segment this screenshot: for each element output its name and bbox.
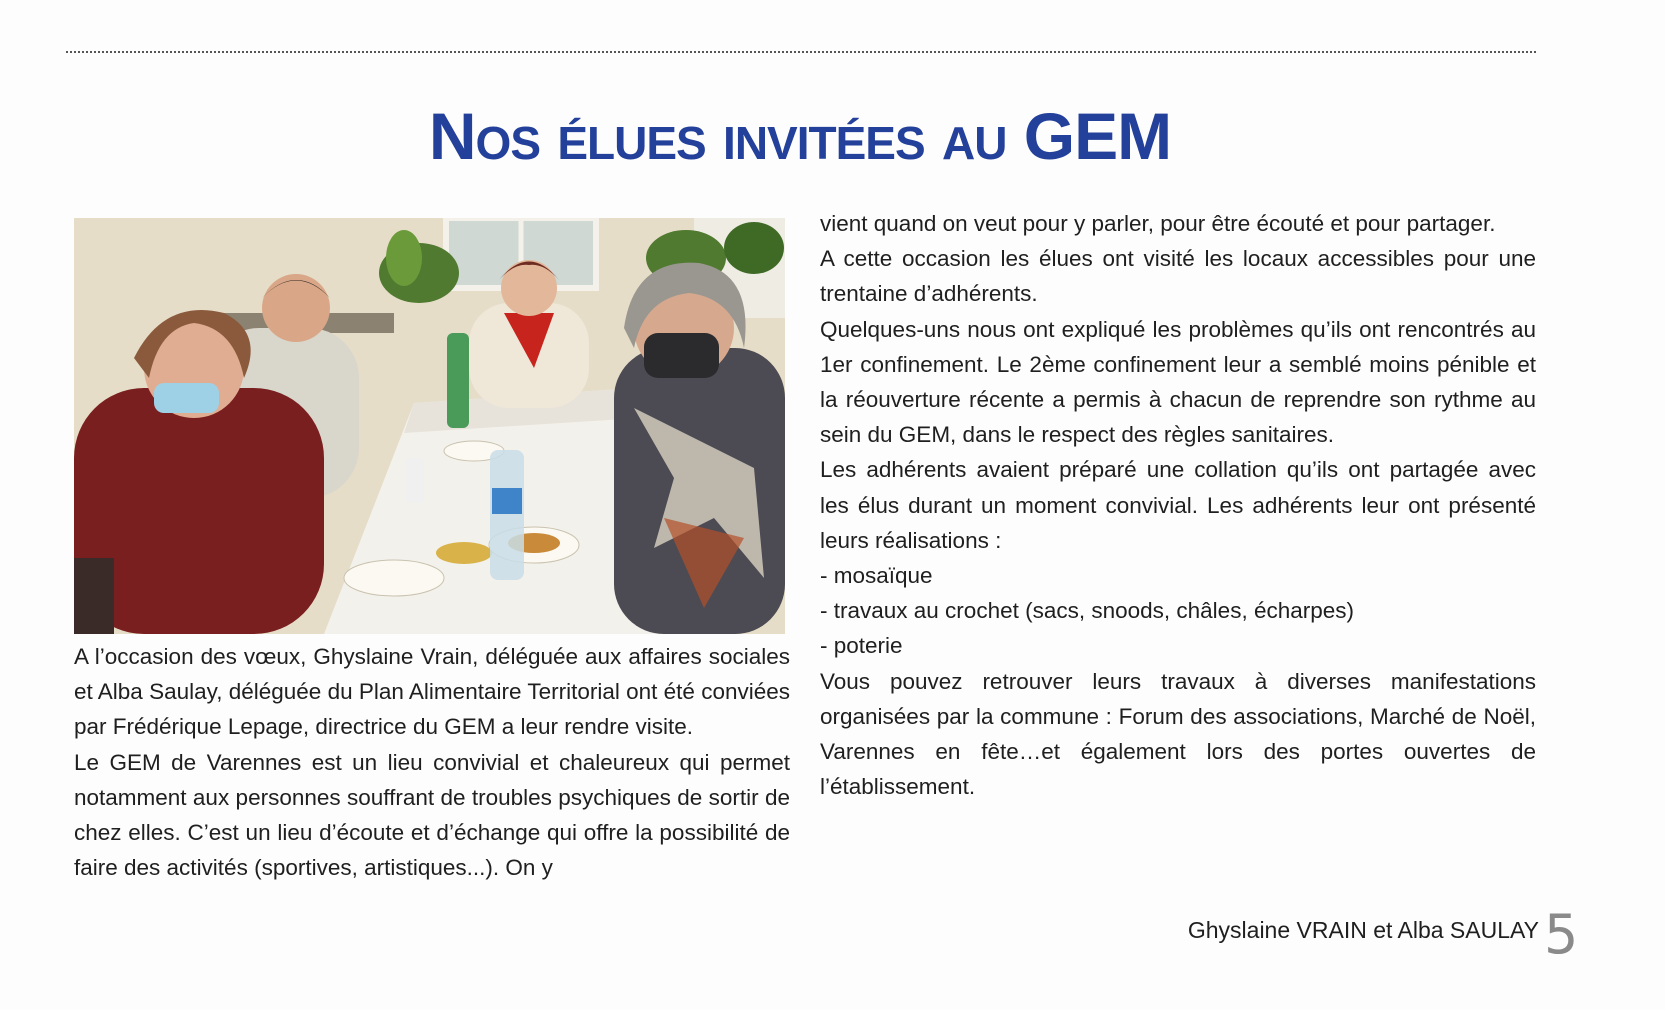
paragraph: A l’occasion des vœux, Ghyslaine Vrain, déléguée aux affaires sociales et Alba Saulay, déléguée du Plan Alimentaire Territorial ont été conviées par Frédérique Lepage, directrice du GEM a leur rendre visite. — [74, 644, 790, 740]
page-number: 5 — [1544, 903, 1579, 966]
article-signature: Ghyslaine VRAIN et Alba SAULAY — [1187, 917, 1539, 943]
paragraph: Vous pouvez retrouver leurs travaux à diverses manifestations organisées par la commune : Forum des associations, Marché de Noël, Varennes en fête…et également lors des portes ouvertes de l’établissement. — [820, 668, 1536, 800]
list-item: - mosaïque — [820, 563, 933, 589]
paragraph: Le GEM de Varennes est un lieu convivial et chaleureux qui permet notamment aux personnes souffrant de troubles psychiques de sortir de chez elles. C’est un lieu d’écoute et d’échange qui offre la possibilité de faire des activités (sportives, artistiques...). On y — [74, 749, 790, 881]
list-item: - poterie — [820, 633, 903, 659]
photo-illustration — [74, 218, 785, 634]
paragraph: Les adhérents avaient préparé une collation qu’ils ont partagée avec les élus durant un moment convivial. Les adhérents leur ont présenté leurs réalisations : — [820, 457, 1536, 553]
list-item: - travaux au crochet (sacs, snoods, châles, écharpes) — [820, 598, 1355, 624]
article-title: Nos élues invitées au GEM — [428, 99, 1172, 173]
article-right-column — [820, 206, 1536, 804]
paragraph: A cette occasion les élues ont visité les locaux accessibles pour une trentaine d’adhérents. — [820, 246, 1536, 307]
article-left-column — [74, 639, 790, 885]
article-photo — [74, 218, 785, 634]
paragraph: Quelques-uns nous ont expliqué les problèmes qu’ils ont rencontrés au 1er confinement. Le 2ème confinement leur a semblé moins pénible et la réouverture récente a permis à chacun de reprendre son rythme au sein du GEM, dans le respect des règles sanitaires. — [820, 316, 1536, 448]
paragraph: vient quand on veut pour y parler, pour être écouté et pour partager. — [820, 211, 1496, 236]
dotted-divider — [66, 51, 1536, 53]
